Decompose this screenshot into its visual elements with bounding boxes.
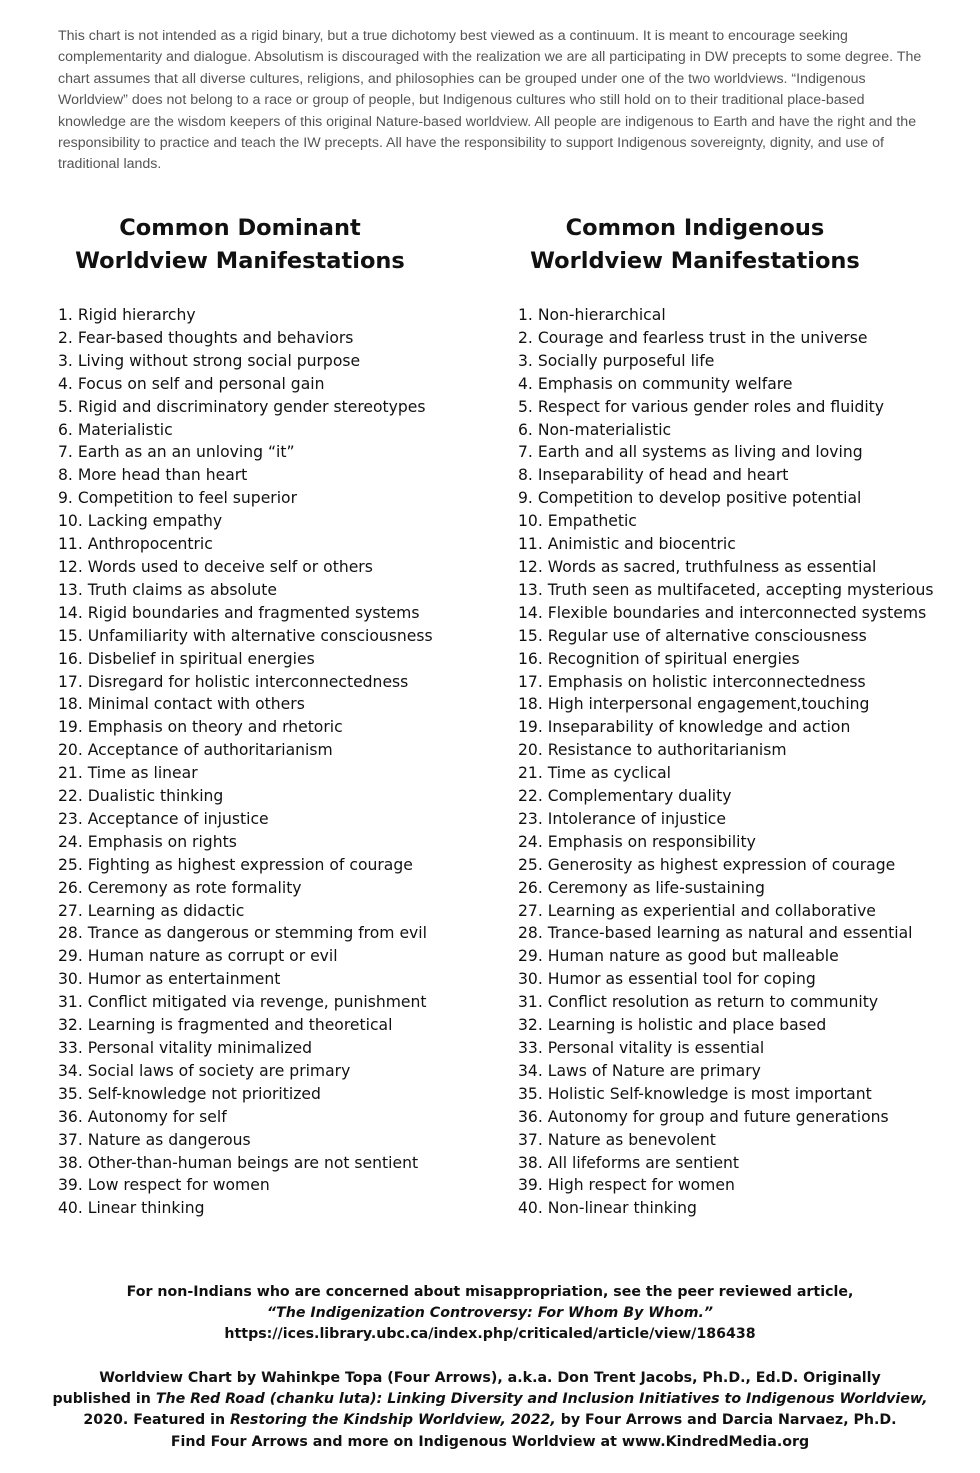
indigenous-heading-line2: Worldview Manifestations: [530, 247, 860, 274]
indigenous-worldview-list: [518, 304, 973, 1220]
footer-note-line: For non-Indians who are concerned about misappropriation, see the peer reviewed article,: [126, 1284, 854, 1300]
dominant-worldview-item: 1. Rigid hierarchy: [58, 306, 196, 324]
indigenous-worldview-item: 14. Flexible boundaries and interconnected systems: [518, 603, 927, 622]
dominant-worldview-item: 21. Time as linear: [58, 764, 198, 783]
book-title-red-road: The Red Road (chanku luta): Linking Diversity and Inclusion Initiatives to Indigenous Worldview,: [155, 1391, 928, 1408]
indigenous-worldview-item: 5. Respect for various gender roles and fluidity: [518, 397, 885, 416]
indigenous-worldview-item: 17. Emphasis on holistic interconnectedness: [518, 672, 866, 691]
indigenous-worldview-item: 2. Courage and fearless trust in the universe: [518, 328, 868, 347]
intro-paragraph: [58, 26, 928, 176]
indigenous-worldview-item: 10. Empathetic: [518, 512, 637, 531]
dominant-worldview-item: 15. Unfamiliarity with alternative consciousness: [58, 626, 433, 645]
indigenous-worldview-item: 33. Personal vitality is essential: [518, 1039, 765, 1057]
dominant-worldview-item: 16. Disbelief in spiritual energies: [58, 649, 315, 668]
indigenous-worldview-item: 11. Animistic and biocentric: [518, 535, 736, 554]
dominant-heading-line2: Worldview Manifestations: [75, 247, 405, 274]
dominant-worldview-item: 40. Linear thinking: [58, 1199, 205, 1218]
credit-line-2: published in The Red Road (chanku luta): Linking Diversity and Inclusion Initiatives to Indigenous Worldview,: [52, 1391, 928, 1408]
indigenous-worldview-item: 22. Complementary duality: [518, 787, 732, 806]
dominant-worldview-item: 22. Dualistic thinking: [58, 787, 224, 806]
dominant-worldview-item: 23. Acceptance of injustice: [58, 809, 269, 828]
indigenous-worldview-item: 36. Autonomy for group and future generations: [518, 1107, 889, 1126]
indigenous-worldview-item: 15. Regular use of alternative consciousness: [518, 626, 867, 645]
attribution-credits: [0, 1368, 980, 1453]
indigenous-worldview-item: 38. All lifeforms are sentient: [518, 1153, 740, 1172]
dominant-worldview-item: 31. Conflict mitigated via revenge, punishment: [58, 993, 427, 1012]
indigenous-worldview-item: 18. High interpersonal engagement,touching: [518, 695, 870, 714]
dominant-worldview-item: 14. Rigid boundaries and fragmented systems: [58, 603, 420, 622]
dominant-worldview-item: 6. Materialistic: [58, 420, 173, 439]
indigenous-worldview-item: 27. Learning as experiential and collaborative: [518, 901, 876, 920]
dominant-worldview-item: 5. Rigid and discriminatory gender stereotypes: [58, 397, 426, 416]
dominant-heading-line1: Common Dominant: [119, 215, 361, 241]
indigenous-worldview-item: 24. Emphasis on responsibility: [518, 832, 756, 851]
dominant-worldview-item: 37. Nature as dangerous: [58, 1130, 251, 1149]
indigenous-worldview-item: 39. High respect for women: [518, 1176, 735, 1195]
indigenous-worldview-heading: [475, 212, 915, 277]
indigenous-worldview-item: 9. Competition to develop positive potential: [518, 489, 862, 508]
indigenous-worldview-item: 31. Conflict resolution as return to community: [518, 993, 879, 1012]
dominant-worldview-item: 19. Emphasis on theory and rhetoric: [58, 718, 343, 737]
dominant-worldview-item: 7. Earth as an an unloving “it”: [58, 443, 295, 462]
indigenous-worldview-item: 7. Earth and all systems as living and loving: [518, 443, 863, 462]
credit-line-1: Worldview Chart by Wahinkpe Topa (Four Arrows), a.k.a. Don Trent Jacobs, Ph.D., Ed.D. Originally: [99, 1370, 881, 1386]
dominant-worldview-item: 3. Living without strong social purpose: [58, 351, 361, 370]
indigenous-worldview-item: 4. Emphasis on community welfare: [518, 374, 793, 393]
dominant-worldview-item: 30. Humor as entertainment: [58, 970, 281, 989]
dominant-worldview-list: [58, 304, 478, 1220]
dominant-worldview-item: 12. Words used to deceive self or others: [58, 557, 373, 576]
indigenous-heading-line1: Common Indigenous: [565, 215, 825, 241]
indigenous-worldview-item: 32. Learning is holistic and place based: [518, 1016, 827, 1035]
indigenous-worldview-item: 1. Non-hierarchical: [518, 306, 666, 324]
credit-line-4: Find Four Arrows and more on Indigenous Worldview at www.KindredMedia.org: [170, 1433, 810, 1450]
dominant-worldview-item: 24. Emphasis on rights: [58, 832, 237, 851]
dominant-worldview-item: 27. Learning as didactic: [58, 901, 245, 920]
dominant-worldview-item: 20. Acceptance of authoritarianism: [58, 741, 333, 760]
indigenous-worldview-item: 19. Inseparability of knowledge and action: [518, 718, 851, 737]
article-title: “The Indigenization Controversy: For Whom By Whom.”: [266, 1305, 714, 1322]
indigenous-worldview-item: 12. Words as sacred, truthfulness as essential: [518, 557, 877, 576]
dominant-worldview-item: 36. Autonomy for self: [58, 1107, 227, 1126]
indigenous-worldview-item: 20. Resistance to authoritarianism: [518, 741, 787, 760]
indigenous-worldview-item: 40. Non-linear thinking: [518, 1199, 697, 1218]
credit-line-3: 2020. Featured in Restoring the Kindship Worldview, 2022, by Four Arrows and Darcia Narvaez, Ph.D.: [83, 1412, 897, 1429]
dominant-worldview-item: 17. Disregard for holistic interconnectedness: [58, 672, 409, 691]
indigenous-worldview-item: 13. Truth seen as multifaceted, accepting mysterious: [518, 580, 934, 599]
dominant-worldview-item: 2. Fear-based thoughts and behaviors: [58, 328, 354, 347]
dominant-worldview-item: 28. Trance as dangerous or stemming from evil: [58, 924, 427, 943]
indigenous-worldview-item: 21. Time as cyclical: [518, 764, 672, 783]
dominant-worldview-item: 29. Human nature as corrupt or evil: [58, 947, 338, 966]
indigenous-worldview-item: 8. Inseparability of head and heart: [518, 466, 789, 485]
indigenous-worldview-item: 25. Generosity as highest expression of courage: [518, 855, 896, 874]
indigenous-worldview-item: 26. Ceremony as life-sustaining: [518, 878, 765, 897]
indigenous-worldview-item: 3. Socially purposeful life: [518, 351, 715, 370]
dominant-worldview-item: 38. Other-than-human beings are not sentient: [58, 1153, 419, 1172]
dominant-worldview-item: 32. Learning is fragmented and theoretical: [58, 1016, 393, 1035]
indigenous-worldview-item: 16. Recognition of spiritual energies: [518, 649, 800, 668]
indigenous-worldview-item: 37. Nature as benevolent: [518, 1130, 716, 1149]
dominant-worldview-item: 35. Self-knowledge not prioritized: [58, 1084, 321, 1103]
dominant-worldview-item: 8. More head than heart: [58, 466, 248, 485]
dominant-worldview-item: 4. Focus on self and personal gain: [58, 374, 325, 393]
indigenous-worldview-item: 28. Trance-based learning as natural and essential: [518, 924, 913, 943]
indigenous-worldview-item: 34. Laws of Nature are primary: [518, 1061, 761, 1080]
indigenous-worldview-item: 29. Human nature as good but malleable: [518, 947, 839, 966]
indigenous-worldview-item: 23. Intolerance of injustice: [518, 809, 726, 828]
dominant-worldview-item: 11. Anthropocentric: [58, 535, 213, 554]
dominant-worldview-item: 34. Social laws of society are primary: [58, 1061, 351, 1080]
dominant-worldview-item: 18. Minimal contact with others: [58, 695, 305, 714]
misappropriation-note: [0, 1282, 980, 1346]
article-url: https://ices.library.ubc.ca/index.php/criticaled/article/view/186438: [224, 1326, 756, 1343]
book-title-kinship: Restoring the Kindship Worldview, 2022,: [230, 1412, 556, 1429]
dominant-worldview-item: 13. Truth claims as absolute: [58, 580, 277, 599]
intro-text: This chart is not intended as a rigid binary, but a true dichotomy best viewed as a continuum. It is meant to encourage seeking complementarity and dialogue. Absolutism is discouraged with the realization we are all participating in DW precepts to some degree. The chart assumes that all diverse cultures, religions, and philosophies can be grouped under one of the two worldviews. “Indigenous Worldview” does not belong to a race or group of people, but Indigenous cultures who still hold on to their traditional place-based knowledge are the wisdom keepers of this original Nature-based worldview. All people are indigenous to Earth and have the right and the responsibility to practice and teach the IW precepts. All have the responsibility to support Indigenous sovereignty, dignity, and use of traditional lands.: [58, 28, 922, 173]
dominant-worldview-heading: [20, 212, 460, 277]
dominant-worldview-item: 33. Personal vitality minimalized: [58, 1039, 313, 1057]
indigenous-worldview-item: 30. Humor as essential tool for coping: [518, 970, 816, 989]
dominant-worldview-item: 10. Lacking empathy: [58, 512, 223, 531]
dominant-worldview-item: 25. Fighting as highest expression of courage: [58, 855, 413, 874]
dominant-worldview-item: 26. Ceremony as rote formality: [58, 878, 302, 897]
dominant-worldview-item: 39. Low respect for women: [58, 1176, 270, 1195]
indigenous-worldview-item: 6. Non-materialistic: [518, 420, 672, 439]
dominant-worldview-item: 9. Competition to feel superior: [58, 489, 297, 508]
indigenous-worldview-item: 35. Holistic Self-knowledge is most important: [518, 1084, 872, 1103]
